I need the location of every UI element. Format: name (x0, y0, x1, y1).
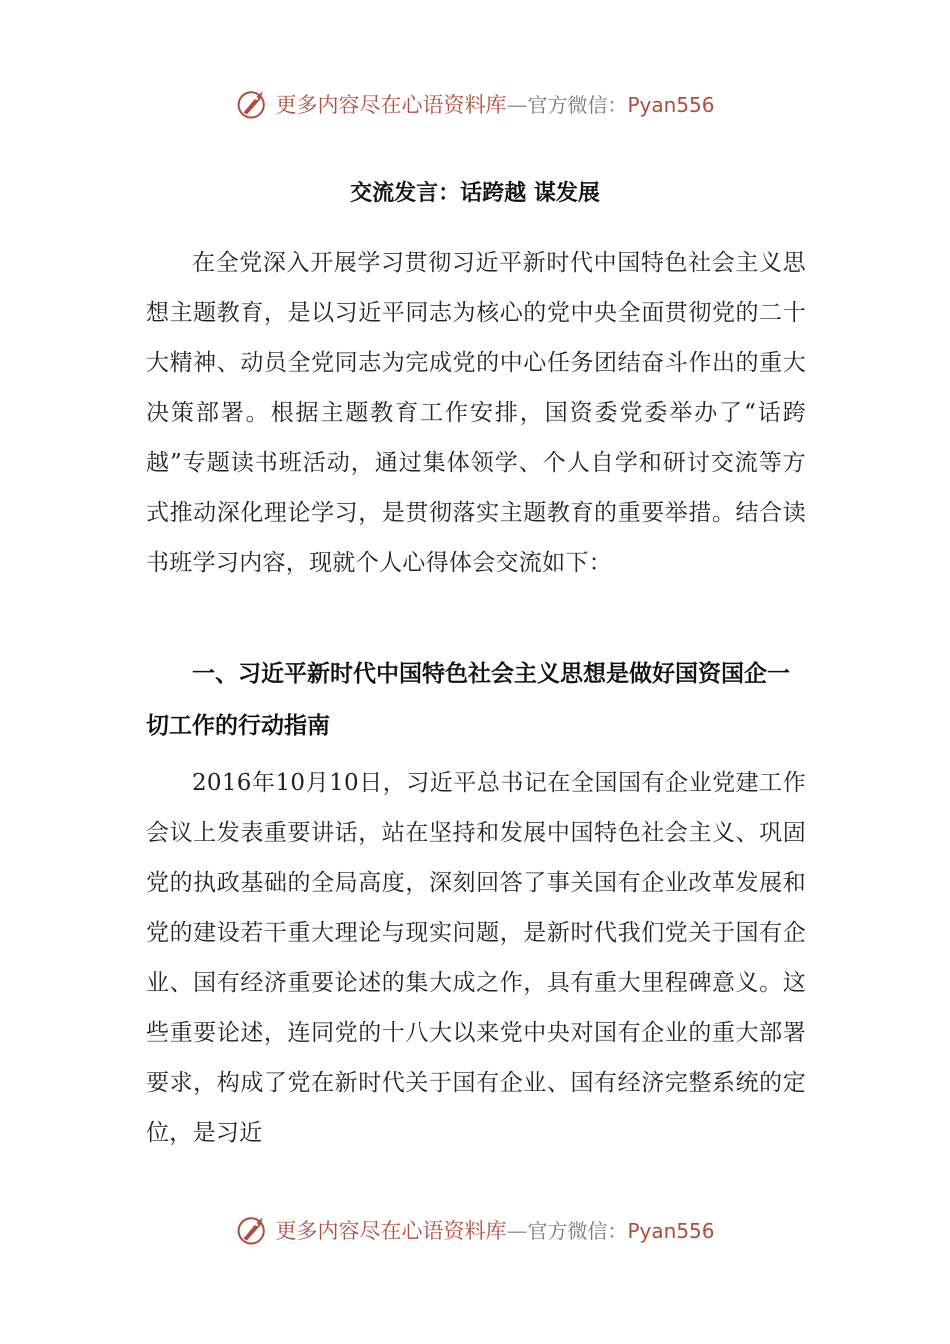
body-section-intro (146, 238, 806, 588)
document-title: 交流发言：话跨越 谋发展 (350, 181, 600, 206)
footer-wechat-label: 官方微信： (527, 1219, 628, 1243)
footer-separator: — (506, 1219, 528, 1243)
footer-watermark-banner (0, 1210, 950, 1250)
banner-separator: — (506, 93, 528, 117)
footer-wechat-id: Pyan556 (627, 1219, 715, 1243)
pen-nib-logo-icon (235, 1212, 271, 1248)
header-watermark-banner (0, 84, 950, 124)
banner-brand-text: 更多内容尽在心语资料库 (275, 93, 507, 117)
body-paragraph-1: 在全党深入开展学习贯彻习近平新时代中国特色社会主义思想主题教育，是以习近平同志为核心的党中央全面贯彻党的二十大精神、动员全党同志为完成党的中心任务团结奋斗作出的重大决策部署。根据主题教育工作安排，国资委党委举办了“话跨越”专题读书班活动，通过集体领学、个人自学和研讨交流等方式推动深化理论学习，是贯彻落实主题教育的重要举措。结合读书班学习内容，现就个人心得体会交流如下： (146, 250, 806, 576)
body-section-heading (146, 648, 806, 752)
body-paragraph-2: 2016年10月10日，习近平总书记在全国国有企业党建工作会议上发表重要讲话，站在坚持和发展中国特色社会主义、巩固党的执政基础的全局高度，深刻回答了事关国有企业改革发展和党的建设若干重大理论与现实问题，是新时代我们党关于国有企业、国有经济重要论述的集大成之作，具有重大里程碑意义。这些重要论述，连同党的十八大以来党中央对国有企业的重大部署要求，构成了党在新时代关于国有企业、国有经济完整系统的定位，是习近 (146, 770, 806, 1146)
banner-wechat-label: 官方微信： (527, 93, 628, 117)
banner-wechat-id: Pyan556 (627, 93, 715, 117)
pen-nib-logo-icon (235, 86, 271, 122)
footer-brand-text: 更多内容尽在心语资料库 (275, 1219, 507, 1243)
section-heading-1: 一、习近平新时代中国特色社会主义思想是做好国资国企一切工作的行动指南 (146, 661, 790, 739)
body-section-main (146, 758, 806, 1158)
